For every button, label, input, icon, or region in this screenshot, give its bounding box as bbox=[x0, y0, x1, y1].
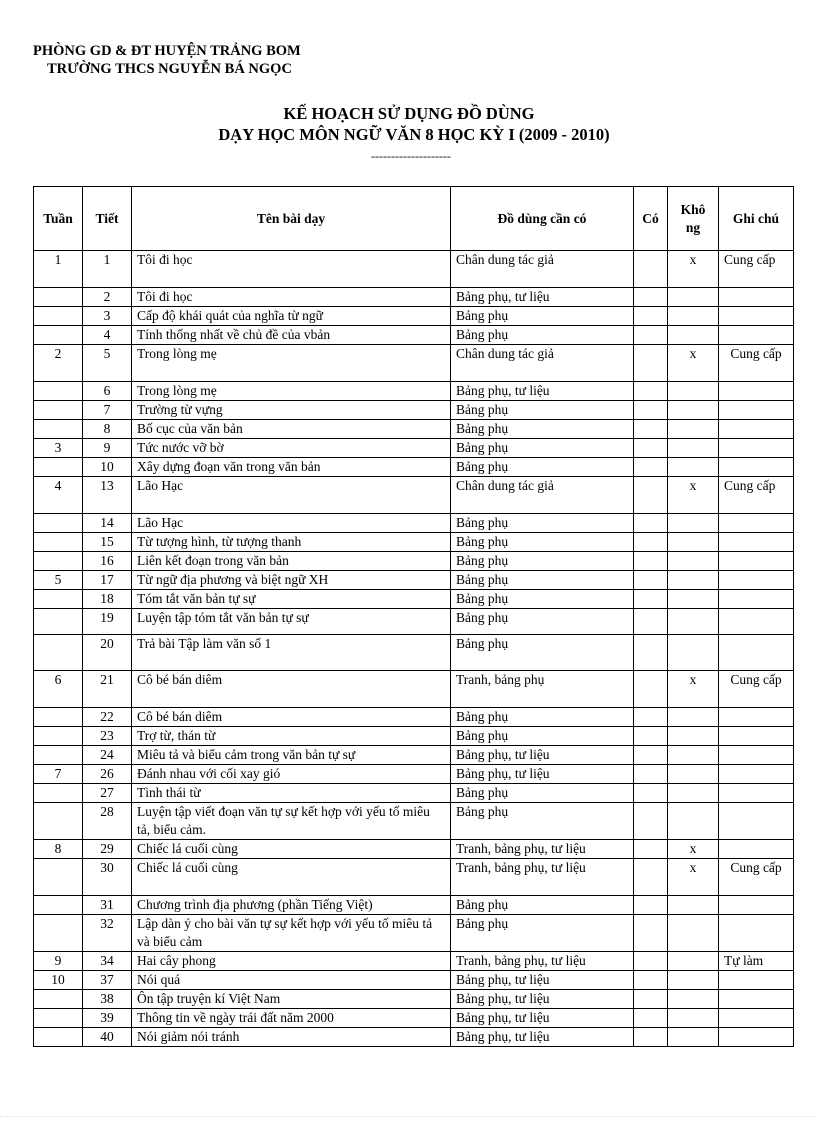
col-notes-cell bbox=[719, 784, 794, 803]
col-have-cell bbox=[634, 896, 668, 915]
page-edge bbox=[0, 1116, 816, 1117]
col-have-cell bbox=[634, 439, 668, 458]
col-lesson-cell: Trả bài Tập làm văn số 1 bbox=[132, 635, 451, 671]
col-not-have-cell bbox=[668, 533, 719, 552]
col-period-cell: 37 bbox=[83, 971, 132, 990]
col-lesson-cell: Cô bé bán diêm bbox=[132, 708, 451, 727]
col-notes-cell: Cung cấp bbox=[719, 477, 794, 514]
col-week-cell bbox=[34, 896, 83, 915]
table-row bbox=[34, 784, 794, 803]
col-week-cell bbox=[34, 746, 83, 765]
col-notes-cell bbox=[719, 288, 794, 307]
col-notes-cell: Cung cấp bbox=[719, 251, 794, 288]
col-equipment-cell: Bảng phụ bbox=[451, 609, 634, 635]
col-have-cell bbox=[634, 382, 668, 401]
table-row bbox=[34, 552, 794, 571]
col-notes-cell bbox=[719, 1009, 794, 1028]
col-lesson-cell: Chiếc lá cuối cùng bbox=[132, 840, 451, 859]
col-lesson-cell: Trong lòng mẹ bbox=[132, 382, 451, 401]
col-have-cell bbox=[634, 420, 668, 439]
col-notes-cell bbox=[719, 552, 794, 571]
col-period-cell: 13 bbox=[83, 477, 132, 514]
table-row bbox=[34, 439, 794, 458]
col-lesson-cell: Luyện tập viết đoạn văn tự sự kết hợp với yếu tố miêu tả, biểu cảm. bbox=[132, 803, 451, 840]
col-have-cell bbox=[634, 552, 668, 571]
col-equipment-cell: Chân dung tác giả bbox=[451, 477, 634, 514]
col-not-have-cell bbox=[668, 288, 719, 307]
col-not-have-cell bbox=[668, 971, 719, 990]
col-notes-cell bbox=[719, 765, 794, 784]
col-period-cell: 29 bbox=[83, 840, 132, 859]
col-week-cell bbox=[34, 420, 83, 439]
col-have-cell bbox=[634, 288, 668, 307]
header-col-notes: Ghi chú bbox=[719, 187, 794, 251]
header-col-not-have: Khô ng bbox=[668, 187, 719, 251]
col-lesson-cell: Luyện tập tóm tắt văn bản tự sự bbox=[132, 609, 451, 635]
col-week-cell bbox=[34, 990, 83, 1009]
col-week-cell bbox=[34, 1028, 83, 1047]
col-period-cell: 30 bbox=[83, 859, 132, 896]
col-notes-cell bbox=[719, 609, 794, 635]
col-week-cell bbox=[34, 727, 83, 746]
col-week-cell: 7 bbox=[34, 765, 83, 784]
table-row bbox=[34, 1028, 794, 1047]
col-lesson-cell: Lão Hạc bbox=[132, 477, 451, 514]
col-week-cell bbox=[34, 288, 83, 307]
col-lesson-cell: Trường từ vựng bbox=[132, 401, 451, 420]
col-not-have-cell bbox=[668, 458, 719, 477]
col-have-cell bbox=[634, 671, 668, 708]
col-equipment-cell: Bảng phụ bbox=[451, 458, 634, 477]
col-week-cell bbox=[34, 307, 83, 326]
col-week-cell bbox=[34, 514, 83, 533]
table-row bbox=[34, 727, 794, 746]
col-period-cell: 2 bbox=[83, 288, 132, 307]
col-period-cell: 24 bbox=[83, 746, 132, 765]
col-period-cell: 38 bbox=[83, 990, 132, 1009]
col-equipment-cell: Bảng phụ bbox=[451, 307, 634, 326]
table-row bbox=[34, 609, 794, 635]
col-equipment-cell: Bảng phụ bbox=[451, 420, 634, 439]
col-period-cell: 28 bbox=[83, 803, 132, 840]
col-notes-cell bbox=[719, 1028, 794, 1047]
col-not-have-cell bbox=[668, 896, 719, 915]
table-row bbox=[34, 765, 794, 784]
col-lesson-cell: Tôi đi học bbox=[132, 288, 451, 307]
col-lesson-cell: Ôn tập truyện kí Việt Nam bbox=[132, 990, 451, 1009]
col-equipment-cell: Bảng phụ bbox=[451, 533, 634, 552]
col-period-cell: 18 bbox=[83, 590, 132, 609]
col-period-cell: 39 bbox=[83, 1009, 132, 1028]
col-notes-cell bbox=[719, 458, 794, 477]
col-period-cell: 40 bbox=[83, 1028, 132, 1047]
table-row bbox=[34, 477, 794, 514]
col-period-cell: 21 bbox=[83, 671, 132, 708]
col-equipment-cell: Chân dung tác giả bbox=[451, 345, 634, 382]
col-equipment-cell: Bảng phụ bbox=[451, 514, 634, 533]
col-equipment-cell: Bảng phụ bbox=[451, 635, 634, 671]
col-equipment-cell: Bảng phụ bbox=[451, 708, 634, 727]
col-notes-cell bbox=[719, 840, 794, 859]
col-have-cell bbox=[634, 708, 668, 727]
col-have-cell bbox=[634, 915, 668, 952]
col-week-cell: 3 bbox=[34, 439, 83, 458]
col-week-cell bbox=[34, 533, 83, 552]
col-not-have-cell bbox=[668, 803, 719, 840]
col-equipment-cell: Bảng phụ, tư liệu bbox=[451, 1028, 634, 1047]
table-row bbox=[34, 671, 794, 708]
col-not-have-cell bbox=[668, 635, 719, 671]
col-notes-cell bbox=[719, 803, 794, 840]
table-row bbox=[34, 382, 794, 401]
col-equipment-cell: Bảng phụ bbox=[451, 896, 634, 915]
col-notes-cell: Tự làm bbox=[719, 952, 794, 971]
col-not-have-cell bbox=[668, 439, 719, 458]
col-lesson-cell: Tóm tắt văn bản tự sự bbox=[132, 590, 451, 609]
col-equipment-cell: Bảng phụ, tư liệu bbox=[451, 288, 634, 307]
col-period-cell: 4 bbox=[83, 326, 132, 345]
col-period-cell: 5 bbox=[83, 345, 132, 382]
col-equipment-cell: Chân dung tác giả bbox=[451, 251, 634, 288]
col-have-cell bbox=[634, 746, 668, 765]
col-lesson-cell: Tính thống nhất về chủ đề của vbản bbox=[132, 326, 451, 345]
col-not-have-cell bbox=[668, 952, 719, 971]
table-row bbox=[34, 345, 794, 382]
col-equipment-cell: Bảng phụ, tư liệu bbox=[451, 382, 634, 401]
header-col-equipment: Đồ dùng cần có bbox=[451, 187, 634, 251]
col-have-cell bbox=[634, 458, 668, 477]
col-equipment-cell: Bảng phụ bbox=[451, 590, 634, 609]
col-have-cell bbox=[634, 952, 668, 971]
col-notes-cell bbox=[719, 420, 794, 439]
col-not-have-cell bbox=[668, 765, 719, 784]
col-period-cell: 27 bbox=[83, 784, 132, 803]
col-notes-cell bbox=[719, 708, 794, 727]
table-row bbox=[34, 307, 794, 326]
table-row bbox=[34, 971, 794, 990]
table-row bbox=[34, 915, 794, 952]
col-period-cell: 14 bbox=[83, 514, 132, 533]
col-lesson-cell: Lão Hạc bbox=[132, 514, 451, 533]
col-week-cell: 9 bbox=[34, 952, 83, 971]
table-row bbox=[34, 896, 794, 915]
col-week-cell: 6 bbox=[34, 671, 83, 708]
col-equipment-cell: Tranh, bảng phụ, tư liệu bbox=[451, 859, 634, 896]
col-have-cell bbox=[634, 514, 668, 533]
col-week-cell bbox=[34, 708, 83, 727]
col-period-cell: 17 bbox=[83, 571, 132, 590]
col-notes-cell bbox=[719, 307, 794, 326]
col-lesson-cell: Đánh nhau với cối xay gió bbox=[132, 765, 451, 784]
col-have-cell bbox=[634, 784, 668, 803]
table-row bbox=[34, 571, 794, 590]
col-equipment-cell: Bảng phụ bbox=[451, 439, 634, 458]
col-have-cell bbox=[634, 251, 668, 288]
col-week-cell: 8 bbox=[34, 840, 83, 859]
col-notes-cell bbox=[719, 533, 794, 552]
col-have-cell bbox=[634, 803, 668, 840]
col-have-cell bbox=[634, 635, 668, 671]
col-notes-cell bbox=[719, 896, 794, 915]
col-have-cell bbox=[634, 859, 668, 896]
col-not-have-cell: x bbox=[668, 840, 719, 859]
col-week-cell bbox=[34, 401, 83, 420]
col-have-cell bbox=[634, 326, 668, 345]
col-not-have-cell bbox=[668, 401, 719, 420]
col-equipment-cell: Bảng phụ, tư liệu bbox=[451, 1009, 634, 1028]
col-week-cell: 1 bbox=[34, 251, 83, 288]
title-separator: -------------------- bbox=[371, 149, 451, 163]
col-period-cell: 23 bbox=[83, 727, 132, 746]
col-week-cell: 5 bbox=[34, 571, 83, 590]
col-lesson-cell: Tức nước vỡ bờ bbox=[132, 439, 451, 458]
header-col-week: Tuần bbox=[34, 187, 83, 251]
col-not-have-cell bbox=[668, 1009, 719, 1028]
col-lesson-cell: Trong lòng mẹ bbox=[132, 345, 451, 382]
col-week-cell bbox=[34, 1009, 83, 1028]
col-not-have-cell bbox=[668, 420, 719, 439]
col-lesson-cell: Hai cây phong bbox=[132, 952, 451, 971]
col-week-cell: 2 bbox=[34, 345, 83, 382]
col-week-cell: 10 bbox=[34, 971, 83, 990]
col-notes-cell bbox=[719, 635, 794, 671]
col-not-have-cell: x bbox=[668, 251, 719, 288]
school-name: TRƯỜNG THCS NGUYỄN BÁ NGỌC bbox=[47, 61, 292, 77]
col-equipment-cell: Bảng phụ bbox=[451, 784, 634, 803]
col-lesson-cell: Lập dàn ý cho bài văn tự sự kết hợp với yếu tố miêu tả và biểu cảm bbox=[132, 915, 451, 952]
col-notes-cell bbox=[719, 590, 794, 609]
col-lesson-cell: Nói quá bbox=[132, 971, 451, 990]
col-have-cell bbox=[634, 477, 668, 514]
col-not-have-cell bbox=[668, 326, 719, 345]
col-notes-cell bbox=[719, 439, 794, 458]
col-week-cell bbox=[34, 552, 83, 571]
col-have-cell bbox=[634, 345, 668, 382]
col-lesson-cell: Xây dựng đoạn văn trong văn bản bbox=[132, 458, 451, 477]
col-lesson-cell: Tôi đi học bbox=[132, 251, 451, 288]
col-equipment-cell: Bảng phụ bbox=[451, 727, 634, 746]
col-equipment-cell: Bảng phụ, tư liệu bbox=[451, 990, 634, 1009]
col-not-have-cell bbox=[668, 307, 719, 326]
col-notes-cell: Cung cấp bbox=[719, 345, 794, 382]
col-not-have-cell bbox=[668, 784, 719, 803]
col-lesson-cell: Trợ từ, thán từ bbox=[132, 727, 451, 746]
col-notes-cell bbox=[719, 401, 794, 420]
col-not-have-cell: x bbox=[668, 859, 719, 896]
col-period-cell: 8 bbox=[83, 420, 132, 439]
col-not-have-cell bbox=[668, 571, 719, 590]
col-equipment-cell: Bảng phụ bbox=[451, 915, 634, 952]
col-notes-cell: Cung cấp bbox=[719, 859, 794, 896]
col-lesson-cell: Bố cục của văn bản bbox=[132, 420, 451, 439]
col-equipment-cell: Tranh, bảng phụ, tư liệu bbox=[451, 952, 634, 971]
col-period-cell: 1 bbox=[83, 251, 132, 288]
col-period-cell: 19 bbox=[83, 609, 132, 635]
table-row bbox=[34, 590, 794, 609]
col-not-have-cell: x bbox=[668, 671, 719, 708]
col-not-have-cell bbox=[668, 1028, 719, 1047]
table-row bbox=[34, 420, 794, 439]
col-notes-cell bbox=[719, 326, 794, 345]
col-notes-cell: Cung cấp bbox=[719, 671, 794, 708]
table-row bbox=[34, 288, 794, 307]
col-not-have-cell bbox=[668, 727, 719, 746]
department-name: PHÒNG GD & ĐT HUYỆN TRẢNG BOM bbox=[33, 43, 301, 59]
col-have-cell bbox=[634, 1028, 668, 1047]
col-notes-cell bbox=[719, 571, 794, 590]
col-period-cell: 34 bbox=[83, 952, 132, 971]
table-header-row bbox=[34, 187, 794, 251]
col-period-cell: 31 bbox=[83, 896, 132, 915]
col-period-cell: 6 bbox=[83, 382, 132, 401]
col-week-cell bbox=[34, 803, 83, 840]
col-period-cell: 32 bbox=[83, 915, 132, 952]
col-period-cell: 20 bbox=[83, 635, 132, 671]
col-lesson-cell: Cô bé bán diêm bbox=[132, 671, 451, 708]
col-lesson-cell: Chương trình địa phương (phần Tiếng Việt) bbox=[132, 896, 451, 915]
col-equipment-cell: Bảng phụ bbox=[451, 326, 634, 345]
col-have-cell bbox=[634, 307, 668, 326]
col-lesson-cell: Tình thái từ bbox=[132, 784, 451, 803]
table-row bbox=[34, 952, 794, 971]
col-not-have-cell bbox=[668, 915, 719, 952]
col-equipment-cell: Bảng phụ, tư liệu bbox=[451, 746, 634, 765]
col-notes-cell bbox=[719, 746, 794, 765]
col-have-cell bbox=[634, 533, 668, 552]
col-week-cell bbox=[34, 326, 83, 345]
col-not-have-cell bbox=[668, 609, 719, 635]
col-notes-cell bbox=[719, 727, 794, 746]
col-equipment-cell: Tranh, bảng phụ, tư liệu bbox=[451, 840, 634, 859]
col-week-cell bbox=[34, 458, 83, 477]
table-row bbox=[34, 708, 794, 727]
col-have-cell bbox=[634, 401, 668, 420]
table-row bbox=[34, 251, 794, 288]
col-have-cell bbox=[634, 1009, 668, 1028]
col-equipment-cell: Bảng phụ, tư liệu bbox=[451, 971, 634, 990]
col-lesson-cell: Cấp độ khái quát của nghĩa từ ngữ bbox=[132, 307, 451, 326]
col-week-cell bbox=[34, 859, 83, 896]
col-have-cell bbox=[634, 609, 668, 635]
col-notes-cell bbox=[719, 990, 794, 1009]
document-title bbox=[0, 103, 816, 145]
table-row bbox=[34, 533, 794, 552]
header-col-period: Tiết bbox=[83, 187, 132, 251]
col-have-cell bbox=[634, 840, 668, 859]
col-week-cell bbox=[34, 635, 83, 671]
col-notes-cell bbox=[719, 382, 794, 401]
col-not-have-cell bbox=[668, 382, 719, 401]
col-week-cell bbox=[34, 784, 83, 803]
table-row bbox=[34, 1009, 794, 1028]
col-notes-cell bbox=[719, 514, 794, 533]
col-lesson-cell: Từ ngữ địa phương và biệt ngữ XH bbox=[132, 571, 451, 590]
table-row bbox=[34, 803, 794, 840]
col-period-cell: 10 bbox=[83, 458, 132, 477]
school-header bbox=[33, 42, 301, 78]
col-equipment-cell: Bảng phụ bbox=[451, 552, 634, 571]
col-period-cell: 16 bbox=[83, 552, 132, 571]
col-lesson-cell: Chiếc lá cuối cùng bbox=[132, 859, 451, 896]
col-lesson-cell: Miêu tả và biểu cảm trong văn bản tự sự bbox=[132, 746, 451, 765]
col-have-cell bbox=[634, 571, 668, 590]
col-not-have-cell bbox=[668, 746, 719, 765]
col-lesson-cell: Thông tin về ngày trái đất năm 2000 bbox=[132, 1009, 451, 1028]
col-week-cell bbox=[34, 915, 83, 952]
col-lesson-cell: Liên kết đoạn trong văn bản bbox=[132, 552, 451, 571]
col-not-have-cell bbox=[668, 514, 719, 533]
table-row bbox=[34, 514, 794, 533]
col-week-cell: 4 bbox=[34, 477, 83, 514]
col-week-cell bbox=[34, 609, 83, 635]
col-period-cell: 15 bbox=[83, 533, 132, 552]
table-row bbox=[34, 401, 794, 420]
table-row bbox=[34, 746, 794, 765]
col-lesson-cell: Nói giảm nói tránh bbox=[132, 1028, 451, 1047]
col-notes-cell bbox=[719, 971, 794, 990]
col-period-cell: 9 bbox=[83, 439, 132, 458]
title-line-2: DẠY HỌC MÔN NGỮ VĂN 8 HỌC KỲ I (2009 - 2010) bbox=[218, 125, 610, 144]
col-have-cell bbox=[634, 727, 668, 746]
col-have-cell bbox=[634, 990, 668, 1009]
header-col-lesson: Tên bài dạy bbox=[132, 187, 451, 251]
title-line-1: KẾ HOẠCH SỬ DỤNG ĐỒ DÙNG bbox=[283, 104, 535, 123]
col-equipment-cell: Bảng phụ, tư liệu bbox=[451, 765, 634, 784]
col-have-cell bbox=[634, 971, 668, 990]
col-not-have-cell bbox=[668, 708, 719, 727]
col-equipment-cell: Bảng phụ bbox=[451, 571, 634, 590]
col-have-cell bbox=[634, 765, 668, 784]
col-week-cell bbox=[34, 590, 83, 609]
col-week-cell bbox=[34, 382, 83, 401]
col-notes-cell bbox=[719, 915, 794, 952]
col-equipment-cell: Bảng phụ bbox=[451, 401, 634, 420]
col-period-cell: 7 bbox=[83, 401, 132, 420]
table-row bbox=[34, 458, 794, 477]
table-row bbox=[34, 990, 794, 1009]
col-equipment-cell: Tranh, bảng phụ bbox=[451, 671, 634, 708]
col-not-have-cell: x bbox=[668, 477, 719, 514]
col-have-cell bbox=[634, 590, 668, 609]
col-equipment-cell: Bảng phụ bbox=[451, 803, 634, 840]
header-col-have: Có bbox=[634, 187, 668, 251]
col-not-have-cell bbox=[668, 552, 719, 571]
col-lesson-cell: Từ tượng hình, từ tượng thanh bbox=[132, 533, 451, 552]
col-period-cell: 22 bbox=[83, 708, 132, 727]
table-row bbox=[34, 326, 794, 345]
col-period-cell: 26 bbox=[83, 765, 132, 784]
lesson-equipment-table bbox=[33, 186, 794, 1047]
col-not-have-cell: x bbox=[668, 345, 719, 382]
table-row bbox=[34, 859, 794, 896]
table-row bbox=[34, 840, 794, 859]
col-period-cell: 3 bbox=[83, 307, 132, 326]
col-not-have-cell bbox=[668, 990, 719, 1009]
col-not-have-cell bbox=[668, 590, 719, 609]
table-row bbox=[34, 635, 794, 671]
